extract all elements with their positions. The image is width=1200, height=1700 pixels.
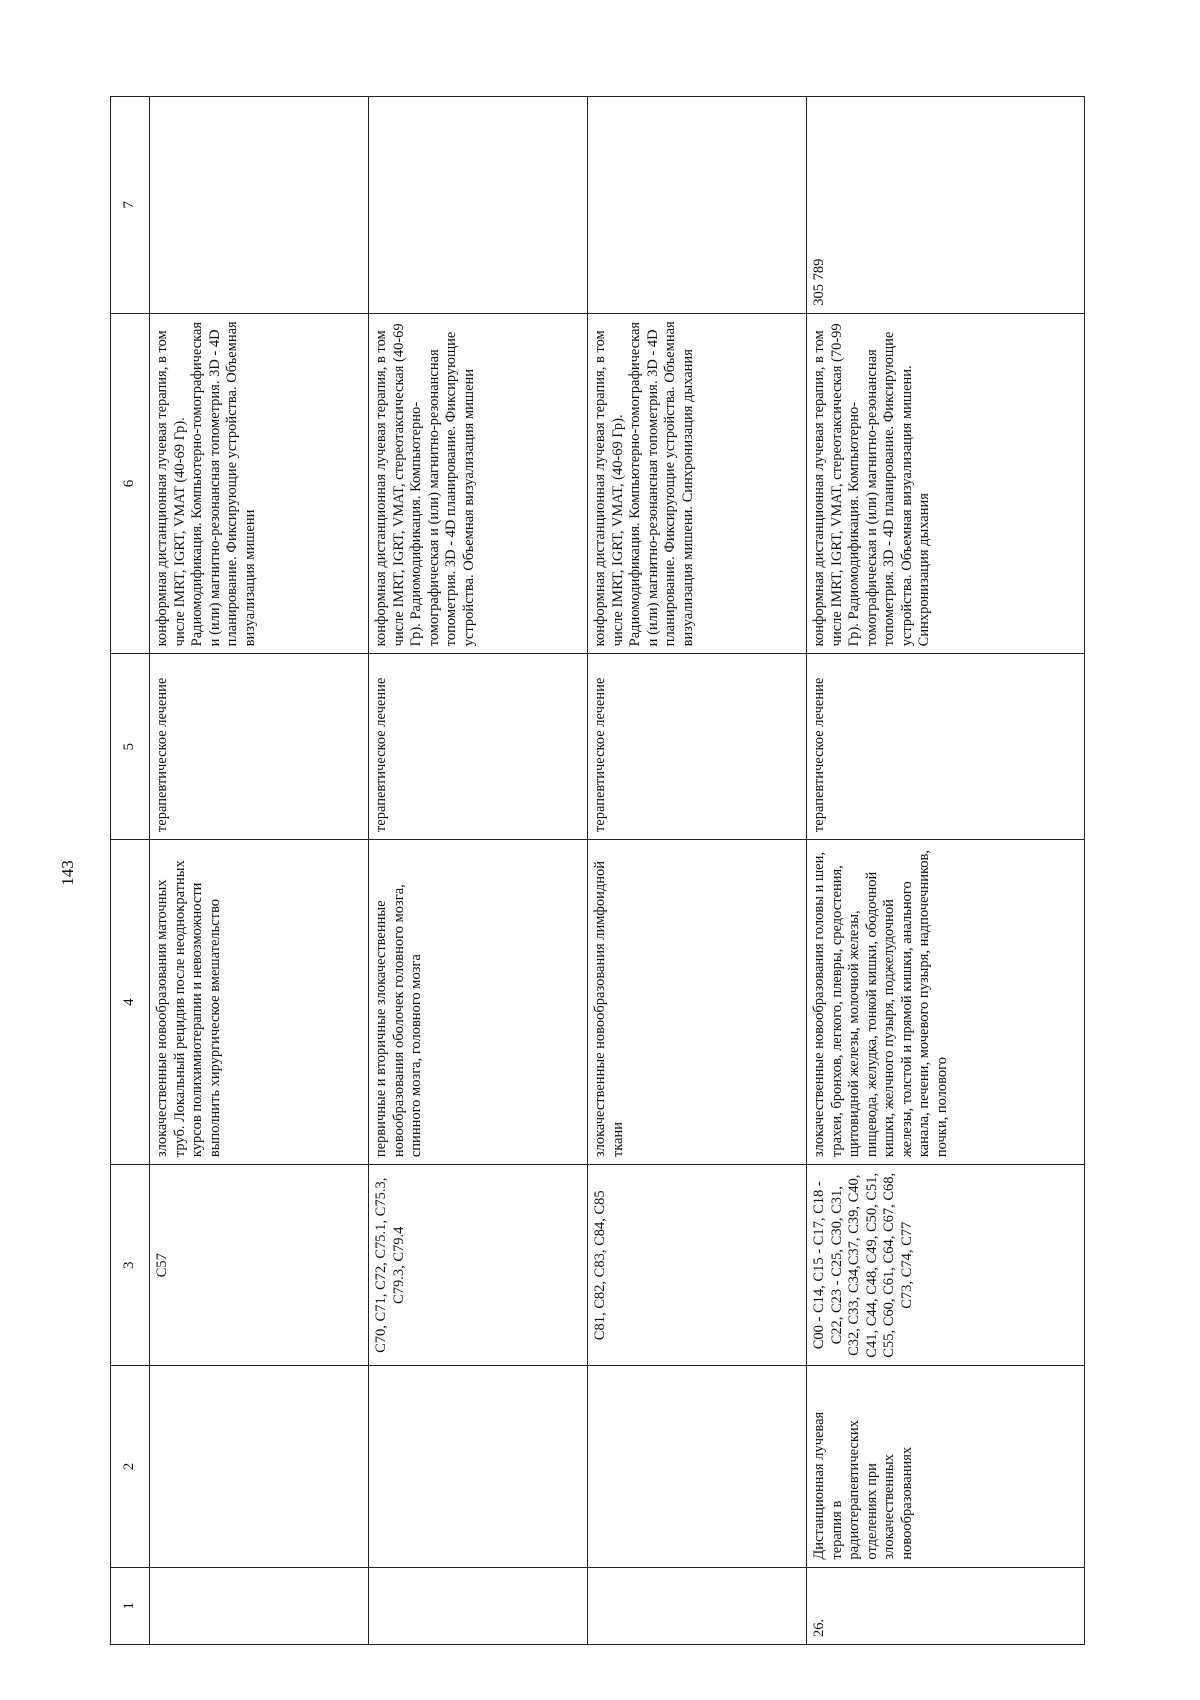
header-cell-3: 3 [111,1165,150,1366]
table-row [807,97,1085,1645]
header-row [111,97,150,1645]
method-cell: конформная дистанционная лучевая терапия, в том числе IMRT, IGRT, VMAT, стереотаксическая (40-69 Гр). Радиомодификация. Компьютерно-томографическая и (или) магнитно-резонансная топометрия. 3D - 4D планирование. Фиксирующие устройства. Объемная визуализация мишени [369,313,588,654]
procedure-name-cell [369,1366,588,1567]
icd-codes-cell: C81, C82, C83, C84, C85 [588,1165,807,1366]
procedure-table [110,96,1085,1645]
row-number-cell [588,1567,807,1644]
header-cell-4: 4 [111,840,150,1165]
treatment-type-cell: терапевтическое лечение [150,654,369,840]
diagnosis-cell: злокачественные новообразования лимфоидной ткани [588,840,807,1165]
header-cell-7: 7 [111,97,150,314]
cost-cell: 305 789 [807,97,1085,314]
cost-cell [369,97,588,314]
procedure-name-cell [588,1366,807,1567]
procedure-table-frame [110,96,1085,1645]
table-row [150,97,369,1645]
cost-cell [150,97,369,314]
icd-codes-cell: C00 - C14, C15 - C17, C18 - C22, C23 - C25, C30, C31, C32, C33, C34,C37, C39, C40, C41, C44, C48, C49, C50, C51, C55, C60, C61, C64, C67, C68, C73, C74, C77 [807,1165,1085,1366]
treatment-type-cell: терапевтическое лечение [807,654,1085,840]
table-row [588,97,807,1645]
table-row [369,97,588,1645]
page-number: 143 [58,860,77,886]
icd-codes-cell: C70, C71, C72, C75.1, C75.3, C79.3, C79.4 [369,1165,588,1366]
treatment-type-cell: терапевтическое лечение [369,654,588,840]
icd-codes-cell: C57 [150,1165,369,1366]
diagnosis-cell: злокачественные новообразования маточных труб. Локальный рецидив после неоднократных курсов полихимиотерапии и невозможности выполнить хирургическое вмешательство [150,840,369,1165]
method-cell: конформная дистанционная лучевая терапия, в том числе IMRT, IGRT, VMAT, (40-69 Гр). Радиомодификация. Компьютерно-томографическая и (или) магнитно-резонансная топометрия. 3D - 4D планирование. Фиксирующие устройства. Объемная визуализация мишени. Синхронизация дыхания [588,313,807,654]
procedure-name-cell: Дистанционная лучевая терапия в радиотерапевтических отделениях при злокачественных новообразованиях [807,1366,1085,1567]
method-cell: конформная дистанционная лучевая терапия, в том числе IMRT, IGRT, VMAT, стереотаксическая (70-99 Гр). Радиомодификация. Компьютерно-томографическая и (или) магнитно-резонансная топометрия. 3D - 4D планирование. Фиксирующие устройства. Объемная визуализация мишени. Синхронизация дыхания [807,313,1085,654]
treatment-type-cell: терапевтическое лечение [588,654,807,840]
diagnosis-cell: первичные и вторичные злокачественные новообразования оболочек головного мозга, спинного мозга, головного мозга [369,840,588,1165]
row-number-cell [369,1567,588,1644]
row-number-cell: 26. [807,1567,1085,1644]
procedure-name-cell [150,1366,369,1567]
rotated-table-container [110,96,1085,1645]
row-number-cell [150,1567,369,1644]
header-cell-2: 2 [111,1366,150,1567]
diagnosis-cell: злокачественные новообразования головы и шеи, трахеи, бронхов, легкого, плевры, средостения, щитовидной железы, молочной железы, пищевода, желудка, тонкой кишки, ободочной кишки, желчного пузыря, поджелудочной железы, толстой и прямой кишки, анального канала, печени, мочевого пузыря, надпочечников, почки, полового [807,840,1085,1165]
header-cell-5: 5 [111,654,150,840]
method-cell: конформная дистанционная лучевая терапия, в том числе IMRT, IGRT, VMAT (40-69 Гр). Радиомодификация. Компьютерно-томографическая и (или) магнитно-резонансная топометрия. 3D - 4D планирование. Фиксирующие устройства. Объемная визуализация мишени [150,313,369,654]
header-cell-6: 6 [111,313,150,654]
cost-cell [588,97,807,314]
header-cell-1: 1 [111,1567,150,1644]
